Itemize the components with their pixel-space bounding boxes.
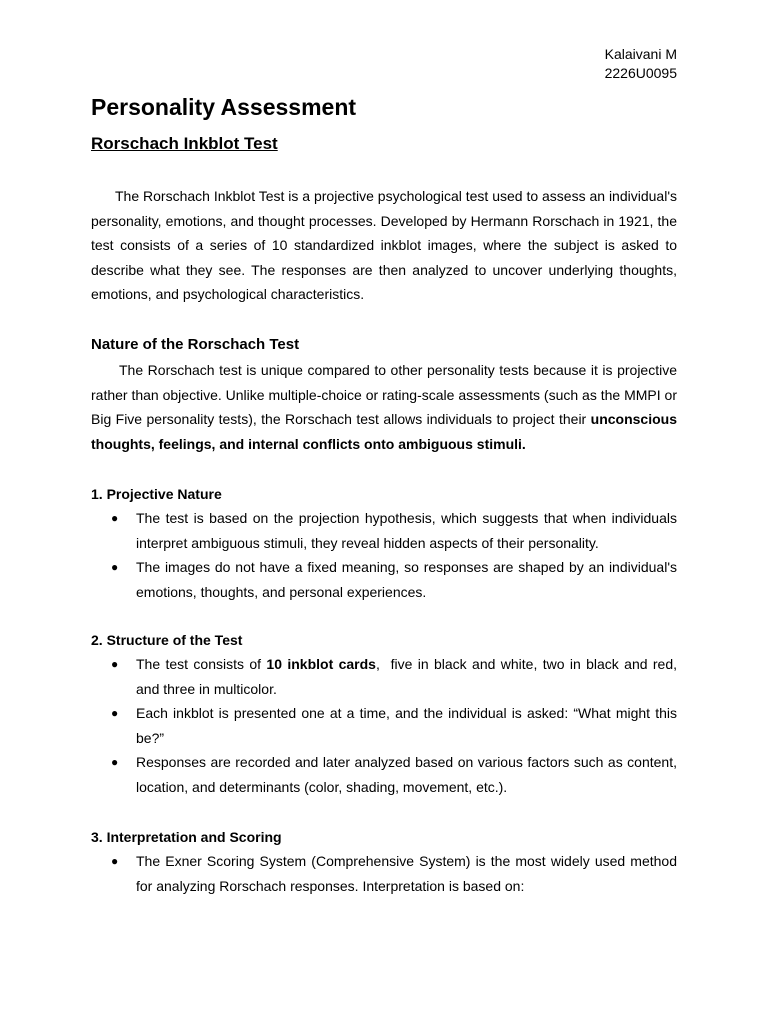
list-item (91, 750, 677, 799)
structure-list (91, 652, 681, 800)
author-name: Kalaivani M (604, 46, 677, 62)
bullet-icon: ● (111, 657, 119, 671)
bullet-icon: ● (111, 854, 119, 868)
section-heading-interpretation: 3. Interpretation and Scoring (91, 829, 282, 845)
list-item-text: Responses are recorded and later analyzed based on various factors such as content, location, and determinants (color, shading, movement, etc.). (136, 754, 677, 795)
list-item-text-pre: The test consists of (136, 656, 267, 672)
list-item (91, 849, 677, 898)
list-item (91, 652, 681, 701)
list-item (91, 506, 677, 555)
intro-paragraph: The Rorschach Inkblot Test is a projective psychological test used to assess an individual's personality, emotions, and thought processes. Developed by Hermann Rorschach in 1921, the test consists of a series of 10 standardized inkblot images, where the subject is asked to describe what they see. The responses are then analyzed to uncover underlying thoughts, emotions, and psychological characteristics. (91, 188, 677, 303)
document-subtitle: Rorschach Inkblot Test (91, 134, 278, 153)
section-heading-structure: 2. Structure of the Test (91, 632, 243, 648)
section-heading-projective-nature: 1. Projective Nature (91, 486, 222, 502)
list-item-emphasis: 10 inkblot cards (266, 656, 376, 672)
list-item-text: Each inkblot is presented one at a time, and the individual is asked: “What might this be?” (136, 705, 677, 746)
list-item-text-post: , five in black and white, two in black and red, and three in multicolor. (136, 656, 681, 697)
bullet-icon: ● (111, 755, 119, 770)
nature-heading: Nature of the Rorschach Test (91, 336, 300, 353)
nature-emphasis: unconscious thoughts, feelings, and internal conflicts onto ambiguous stimuli. (91, 411, 677, 452)
author-block (605, 45, 677, 83)
list-item (91, 701, 677, 750)
projective-nature-list (91, 506, 677, 604)
list-item-text: The Exner Scoring System (Comprehensive System) is the most widely used method for analyzing Rorschach responses. Interpretation is based on: (136, 853, 677, 894)
bullet-icon: ● (111, 511, 119, 525)
bullet-icon: ● (111, 706, 119, 721)
interpretation-list (91, 849, 677, 898)
nature-text: The Rorschach test is unique compared to other personality tests because it is projective rather than objective. Unlike multiple-choice or rating-scale assessments (such as the MMPI or Big Five personality tests), the Rorschach test allows individuals to project their (91, 362, 677, 428)
list-item-text: The test is based on the projection hypothesis, which suggests that when individuals interpret ambiguous stimuli, they reveal hidden aspects of their personality. (136, 510, 677, 551)
list-item-text: The images do not have a fixed meaning, so responses are shaped by an individual's emotions, thoughts, and personal experiences. (136, 559, 677, 600)
author-id: 2226U0095 (604, 65, 677, 81)
list-item (91, 555, 677, 604)
nature-paragraph (91, 358, 677, 456)
document-title: Personality Assessment (91, 94, 357, 120)
bullet-icon: ● (111, 560, 119, 575)
